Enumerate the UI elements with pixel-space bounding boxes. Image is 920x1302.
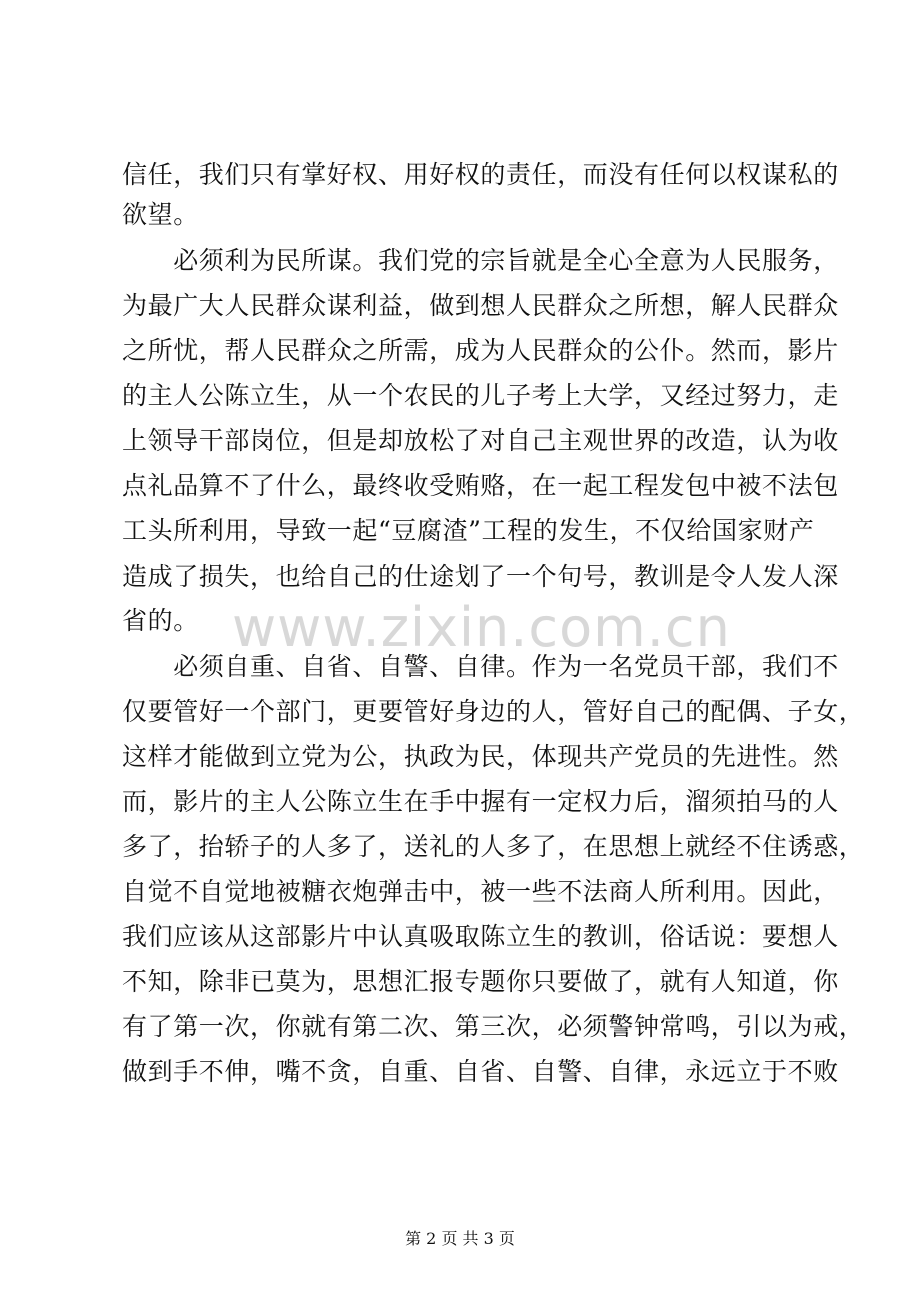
- text-line: 多了，抬轿子的人多了，送礼的人多了，在思想上就经不住诱惑，: [122, 832, 865, 861]
- text-line: 我们应该从这部影片中认真吸取陈立生的教训，俗话说：要想人: [122, 922, 839, 951]
- text-line: 点礼品算不了什么，最终收受贿赂，在一起工程发包中被不法包: [122, 471, 839, 500]
- text-line: 有了第一次，你就有第二次、第三次，必须警钟常鸣，引以为戒，: [122, 1012, 865, 1041]
- text-line: 工头所利用，导致一起“豆腐渣”工程的发生，不仅给国家财产: [122, 516, 815, 545]
- watermark: www.zixin.com.cn: [232, 596, 731, 659]
- text-line: 做到手不伸，嘴不贪，自重、自省、自警、自律，永远立于不败: [122, 1057, 839, 1086]
- text-line: 造成了损失，也给自己的仕途划了一个句号，教训是令人发人深: [122, 562, 839, 591]
- text-line: 必须自重、自省、自警、自律。作为一名党员干部，我们不: [122, 652, 839, 681]
- text-line: 不知，除非已莫为，思想汇报专题你只要做了，就有人知道，你: [122, 967, 839, 996]
- text-line: 之所忧，帮人民群众之所需，成为人民群众的公仆。然而，影片: [122, 336, 839, 365]
- text-line: 的主人公陈立生，从一个农民的儿子考上大学，又经过努力，走: [122, 381, 839, 410]
- text-line: 仅要管好一个部门，更要管好身边的人，管好自己的配偶、子女，: [122, 697, 865, 726]
- page-number-footer: 第 2 页 共 3 页: [405, 1229, 515, 1248]
- text-line: 自觉不自觉地被糖衣炮弹击中，被一些不法商人所利用。因此，: [122, 877, 839, 906]
- text-line: 这样才能做到立党为公，执政为民，体现共产党员的先进性。然: [122, 742, 839, 771]
- text-line: 欲望。: [122, 200, 199, 229]
- text-line: 而，影片的主人公陈立生在手中握有一定权力后，溜须拍马的人: [122, 787, 839, 816]
- text-line: 上领导干部岗位，但是却放松了对自己主观世界的改造，认为收: [122, 426, 839, 455]
- text-line: 省的。: [122, 606, 199, 635]
- text-line: 信任，我们只有掌好权、用好权的责任，而没有任何以权谋私的: [122, 160, 839, 189]
- text-line: 必须利为民所谋。我们党的宗旨就是全心全意为人民服务，: [122, 246, 839, 275]
- text-line: 为最广大人民群众谋利益，做到想人民群众之所想，解人民群众: [122, 291, 839, 320]
